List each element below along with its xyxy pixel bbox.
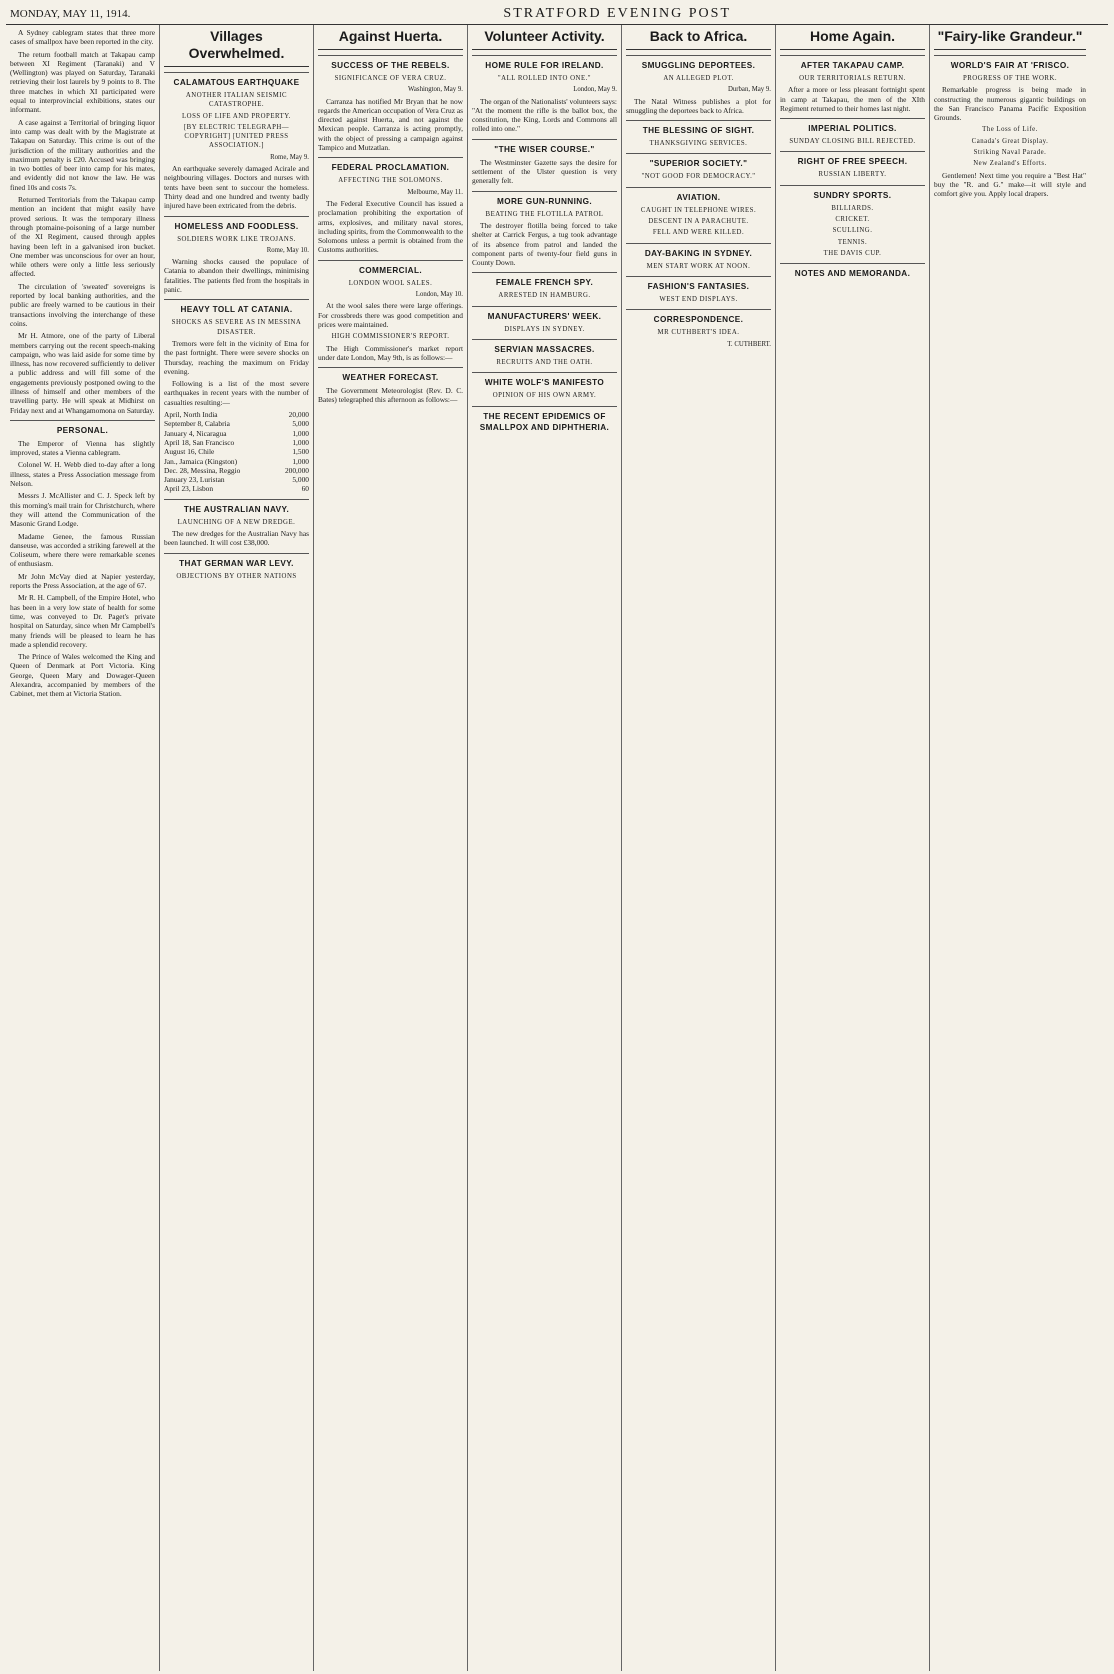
subheadline: RECRUITS AND THE OATH.: [496, 359, 593, 367]
article-paragraph: Colonel W. H. Webb died to-day after a long illness, states a Press Association message from Nelson.: [10, 460, 155, 489]
casualty-place: August 16, Chile: [164, 447, 215, 457]
casualty-place: September 8, Calabria: [164, 419, 230, 429]
subheadline: New Zealand's Efforts.: [973, 160, 1047, 168]
article-paragraph: At the wool sales there were large offerings. For crossbreds there was good competition and prices were maintained.: [318, 301, 463, 329]
headline: THAT GERMAN WAR LEVY.: [164, 553, 309, 569]
headline: SUCCESS OF THE REBELS.: [318, 55, 463, 71]
subheadline: Striking Naval Parade.: [973, 149, 1047, 157]
dateline: Washington, May 9.: [408, 86, 463, 94]
article-paragraph: The Prince of Wales welcomed the King and Queen of Denmark at Port Victoria. King George, Queen Mary and Dowager-Queen Alexandra, accompanied by members of the Cabinet, met them at Victoria Station.: [10, 652, 155, 699]
article-paragraph: The new dredges for the Australian Navy has been launched. It will cost £38,000.: [164, 528, 309, 548]
headline: HEAVY TOLL AT CATANIA.: [164, 299, 309, 315]
headline: THE AUSTRALIAN NAVY.: [164, 499, 309, 515]
casualty-row: [164, 438, 309, 447]
headline: WEATHER FORECAST.: [318, 367, 463, 383]
article-paragraph: Following is a list of the most severe earthquakes in recent years with the number of casualties resulting:—: [164, 379, 309, 407]
subheadline: Canada's Great Display.: [971, 137, 1049, 145]
column-title: Back to Africa.: [626, 28, 771, 50]
article-paragraph: Mr R. H. Campbell, of the Empire Hotel, who has been in a very low state of health for some time, was conveyed to Dr. Paget's private hospital on Saturday, since when Mr Campbell's many friends will be pleased to learn he has made a splendid recovery.: [10, 593, 155, 649]
subheadline: DISPLAYS IN SYDNEY.: [504, 325, 585, 333]
article-paragraph: The Natal Witness publishes a plot for smuggling the deportees back to Africa.: [626, 96, 771, 115]
casualty-count: 1,000: [292, 456, 309, 466]
column-back-to-africa: [622, 25, 776, 1671]
credit-line: [BY ELECTRIC TELEGRAPH—COPYRIGHT] [UNITED PRESS ASSOCIATION.]: [183, 123, 290, 150]
subheadline: RUSSIAN LIBERTY.: [818, 171, 887, 179]
masthead: [6, 6, 1108, 25]
subheadline: BILLIARDS.: [831, 204, 874, 212]
casualty-place: January 23, Luristan: [164, 475, 225, 485]
column-title: "Fairy-like Grandeur.": [934, 28, 1086, 50]
casualty-place: April, North India: [164, 410, 218, 420]
headline: MANUFACTURERS' WEEK.: [472, 306, 617, 322]
casualty-place: Jan., Jamaica (Kingston): [164, 456, 238, 466]
dateline: London, May 9.: [573, 86, 617, 94]
subheadline: CRICKET.: [835, 216, 870, 224]
article-paragraph: Remarkable progress is being made in constructing the numerous gigantic buildings on the San Francisco Panama Pacific Exposition Grounds.: [934, 85, 1086, 123]
subheadline: MEN START WORK AT NOON.: [646, 262, 751, 270]
subheadline: SUNDAY CLOSING BILL REJECTED.: [789, 138, 916, 146]
casualty-row: [164, 466, 309, 475]
headline: HOME RULE FOR IRELAND.: [472, 55, 617, 71]
article-paragraph: The Federal Executive Council has issued a proclamation prohibiting the exportation of arms, explosives, and military naval stores, including spirits, from the Commonwealth to the Solomons unless a permit is obtained from the Customs authorities.: [318, 198, 463, 255]
casualty-row: [164, 410, 309, 419]
article-paragraph: The Government Meteorologist (Rev. D. C. Bates) telegraphed this afternoon as follows:—: [318, 386, 463, 405]
headline: NOTES AND MEMORANDA.: [780, 263, 925, 279]
casualty-place: January 4, Nicaragua: [164, 428, 227, 438]
article-paragraph: After a more or less pleasant fortnight spent in camp at Takapau, the men of the XIth Regiment returned to their homes last night.: [780, 85, 925, 113]
casualty-place: April 18, San Francisco: [164, 437, 235, 447]
column-title: Villages Overwhelmed.: [164, 28, 309, 67]
casualty-row: [164, 484, 309, 493]
subheadline: SOLDIERS WORK LIKE TROJANS.: [177, 235, 296, 243]
subheadline: THANKSGIVING SERVICES.: [649, 140, 748, 148]
headline: COMMERCIAL.: [318, 260, 463, 276]
subheadline: WEST END DISPLAYS.: [659, 295, 738, 303]
subheadline: CAUGHT IN TELEPHONE WIRES.: [640, 206, 757, 214]
casualty-count: 60: [301, 484, 309, 494]
subheadline: SHOCKS AS SEVERE AS IN MESSINA DISASTER.: [171, 319, 302, 336]
headline: THE RECENT EPIDEMICS OF SMALLPOX AND DIPHTHERIA.: [472, 406, 617, 433]
dateline: Durban, May 9.: [727, 86, 771, 94]
column-title: Home Again.: [780, 28, 925, 50]
article-paragraph: Returned Territorials from the Takapau camp mention an incident that might easily have proved serious. It was the temporary illness through ptomaine-poisoning of a large number of the XI Regiment, caused through apples having been left in a galvanised iron bucket. One member was unconscious for over an hour, while others were only a little less seriously affected.: [10, 195, 155, 279]
casualty-row: [164, 475, 309, 484]
casualty-row: [164, 429, 309, 438]
advertisement: Gentlemen! Next time you require a "Best Hat" buy the "R. and G." make—it will style and comfort give you. Apply local drapers.: [934, 170, 1086, 199]
column-against-huerta: [314, 25, 468, 1671]
headline: WHITE WOLF'S MANIFESTO: [472, 372, 617, 388]
casualty-count: 5,000: [292, 419, 309, 429]
column-title: Volunteer Activity.: [472, 28, 617, 50]
article-paragraph: A Sydney cablegram states that three more cases of smallpox have been reported in the city.: [10, 28, 155, 47]
headline: HOMELESS AND FOODLESS.: [164, 216, 309, 232]
dateline: Rome, May 10.: [266, 246, 309, 254]
casualty-count: 20,000: [288, 410, 309, 420]
subheadline: BEATING THE FLOTILLA PATROL: [485, 210, 604, 218]
section-heading: PERSONAL.: [10, 420, 155, 436]
subheadline: OPINION OF HIS OWN ARMY.: [492, 392, 597, 400]
column-fairy-like-grandeur: [930, 25, 1090, 1671]
article-paragraph: Warning shocks caused the populace of Catania to abandon their dwellings, minimising fatalities. The patients fled from the hospitals in panic.: [164, 257, 309, 295]
subheadline: ANOTHER ITALIAN SEISMIC CATASTROPHE.: [185, 92, 288, 109]
subheadline: "NOT GOOD FOR DEMOCRACY.": [641, 173, 756, 181]
subheadline: TENNIS.: [837, 238, 868, 246]
article-paragraph: The Emperor of Vienna has slightly improved, states a Vienna cablegram.: [10, 438, 155, 458]
casualty-count: 5,000: [292, 475, 309, 485]
subheadline: LAUNCHING OF A NEW DREDGE.: [177, 518, 296, 526]
headline: FEMALE FRENCH SPY.: [472, 272, 617, 288]
subheadline: THE DAVIS CUP.: [823, 249, 882, 257]
column-volunteer-activity: [468, 25, 622, 1671]
subheadline: HIGH COMMISSIONER'S REPORT.: [331, 333, 450, 341]
subheadline: ARRESTED IN HAMBURG.: [498, 292, 591, 300]
article-paragraph: The destroyer flotilla being forced to take shelter at Carrick Fergus, a tug took advantage of its absence from patrol and landed the component parts of twenty-four field guns in County Down.: [472, 220, 617, 268]
article-paragraph: The circulation of 'sweated' sovereigns is reported by local banking authorities, and the public are freely warned to be cautious in their transactions involving the interchange of these coins.: [10, 281, 155, 328]
article-paragraph: The High Commissioner's market report under date London, May 9th, is as follows:—: [318, 343, 463, 362]
casualty-row: [164, 419, 309, 428]
headline: FASHION'S FANTASIES.: [626, 276, 771, 292]
subheadline: OUR TERRITORIALS RETURN.: [799, 75, 906, 82]
headline: FEDERAL PROCLAMATION.: [318, 157, 463, 173]
article-paragraph: The Westminster Gazette says the desire for settlement of the Ulster question is very generally felt.: [472, 157, 617, 186]
casualty-count: 200,000: [284, 465, 309, 475]
subheadline: The Loss of Life.: [982, 126, 1038, 134]
subheadline: LONDON WOOL SALES.: [348, 279, 433, 287]
subheadline: AN ALLEGED PLOT.: [663, 75, 734, 82]
issue-date: MONDAY, MAY 11, 1914.: [10, 8, 131, 20]
headline: IMPERIAL POLITICS.: [780, 118, 925, 134]
subheadline: OBJECTIONS BY OTHER NATIONS: [176, 572, 297, 580]
casualty-place: April 23, Lisbon: [164, 484, 214, 494]
paper-title: STRATFORD EVENING POST: [503, 6, 731, 21]
headline: CORRESPONDENCE.: [626, 309, 771, 325]
subheadline: MR CUTHBERT'S IDEA.: [657, 329, 740, 337]
headline: "SUPERIOR SOCIETY.": [626, 153, 771, 169]
headline: CALAMATOUS EARTHQUAKE: [164, 72, 309, 88]
subheadline: FELL AND WERE KILLED.: [652, 229, 745, 237]
casualty-place: Dec. 28, Messina, Reggio: [164, 465, 241, 475]
subheadline: SCULLING.: [832, 227, 873, 235]
casualty-count: 1,000: [292, 428, 309, 438]
headline: "THE WISER COURSE.": [472, 139, 617, 155]
article-paragraph: Mr H. Atmore, one of the party of Liberal members carrying out the recent speech-making campaign, who was laid aside for some time by illness, has now recovered sufficiently to deliver a public address and will fill some of the engagements previously postponed owing to the illness of himself and other members of the travelling party. He will speak at Midhirst on Friday next and at Whangamomona on Saturday.: [10, 331, 155, 415]
headline: SUNDRY SPORTS.: [780, 185, 925, 201]
article-paragraph: Tremors were felt in the vicinity of Etna for the past fortnight. There were severe shocks on Thursday, reaching the maximum on Friday evening.: [164, 338, 309, 376]
casualty-table: [164, 410, 309, 494]
headline: AFTER TAKAPAU CAMP.: [780, 55, 925, 71]
column-villages-overwhelmed: [160, 25, 314, 1671]
headline: AVIATION.: [626, 187, 771, 203]
headline: MORE GUN-RUNNING.: [472, 191, 617, 207]
headline: SERVIAN MASSACRES.: [472, 339, 617, 355]
subheadline: AFFECTING THE SOLOMONS.: [338, 177, 443, 185]
article-paragraph: An earthquake severely damaged Acirale and neighbouring villages. Doctors and nurses with tents have been sent to succour the homeless. Thirty dead and one hundred and twenty badly injured have been extricated from the debris.: [164, 164, 309, 211]
column-local-news: [6, 25, 160, 1671]
headline: RIGHT OF FREE SPEECH.: [780, 151, 925, 167]
article-paragraph: A case against a Territorial of bringing liquor into camp was dealt with by the Magistrate at Takapau on Saturday. This crime is out of the jurisdiction of the military authorities and the maximum penalty is £20. Accused was bringing in two bottles of beer into camp for his mates, and evidently did not know the law. He was fined 10s and costs 7s.: [10, 117, 155, 192]
article-paragraph: Madame Genee, the famous Russian danseuse, was accorded a striking farewell at the Coliseum, where there were remarkable scenes of enthusiasm.: [10, 531, 155, 569]
article-paragraph: The return football match at Takapau camp between XI Regiment (Taranaki) and V (Wellington) was played on Saturday, Taranaki retrieving their lost laurels by 9 points to 8. The three matches in which XI participated were equal to interprovincial exhibitions, states our informant.: [10, 49, 155, 115]
article-paragraph: Mr John McVay died at Napier yesterday, reports the Press Association, at the age of 67.: [10, 571, 155, 591]
signature: T. CUTHBERT.: [727, 340, 771, 348]
subheadline: LOSS OF LIFE AND PROPERTY.: [182, 112, 291, 120]
casualty-count: 1,500: [292, 447, 309, 457]
article-paragraph: The organ of the Nationalists' volunteers says: "At the moment the rifle is the ballot box, the constitution, the King, Lords and Commons all rolled into one.": [472, 96, 617, 134]
subheadline: "ALL ROLLED INTO ONE.": [497, 75, 592, 82]
casualty-row: [164, 457, 309, 466]
article-paragraph: Messrs J. McAllister and C. J. Speck left by this morning's mail train for Christchurch, where they will attend the Communication of the Masonic Grand Lodge.: [10, 491, 155, 529]
dateline: London, May 10.: [415, 291, 463, 299]
article-paragraph: Carranza has notified Mr Bryan that he now regards the American occupation of Vera Cruz as directed against Huerta, and not against the Mexican people. Carranza is acting promptly, with the object of pressing a campaign against Tampico and Mutzatlan.: [318, 96, 463, 153]
casualty-count: 1,000: [292, 437, 309, 447]
column-home-again: [776, 25, 930, 1671]
headline: SMUGGLING DEPORTEES.: [626, 55, 771, 71]
subheadline: SIGNIFICANCE OF VERA CRUZ.: [334, 75, 447, 82]
dateline: Rome, May 9.: [270, 153, 309, 161]
dateline: Melbourne, May 11.: [407, 188, 463, 196]
headline: THE BLESSING OF SIGHT.: [626, 120, 771, 136]
subheadline: PROGRESS OF THE WORK.: [962, 75, 1058, 82]
casualty-row: [164, 447, 309, 456]
column-title: Against Huerta.: [318, 28, 463, 50]
headline: DAY-BAKING IN SYDNEY.: [626, 243, 771, 259]
subheadline: DESCENT IN A PARACHUTE.: [648, 218, 749, 226]
headline: WORLD'S FAIR AT 'FRISCO.: [934, 55, 1086, 71]
